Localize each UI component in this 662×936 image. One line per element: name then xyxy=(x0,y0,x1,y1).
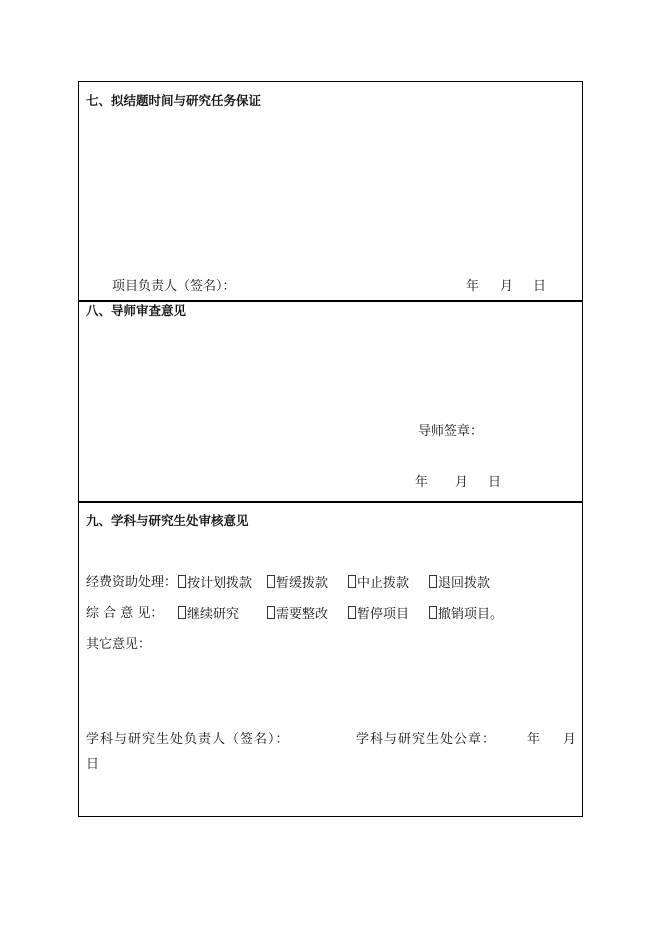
option-label: 需要整改 xyxy=(276,607,329,622)
year-label: 年 xyxy=(527,732,541,747)
section-8-cell xyxy=(78,300,583,503)
section-8-heading: 八、导师审查意见 xyxy=(86,303,187,318)
section-7-heading: 七、拟结题时间与研究任务保证 xyxy=(86,93,262,108)
year-label: 年 xyxy=(415,475,429,490)
option-label: 退回拨款 xyxy=(438,576,491,591)
month-label: 月 xyxy=(563,732,577,747)
year-label: 年 xyxy=(466,279,480,294)
month-label: 月 xyxy=(455,475,469,490)
checkbox-icon[interactable] xyxy=(429,575,437,588)
section-7-cell xyxy=(78,81,583,302)
day-label: 日 xyxy=(86,757,100,772)
office-head-signature-label: 学科与研究生处负责人（签名）： xyxy=(86,732,290,747)
overall-option-checkbox[interactable] xyxy=(178,606,239,623)
checkbox-icon[interactable] xyxy=(267,606,275,619)
advisor-seal-label: 导师签章： xyxy=(418,424,484,439)
funding-option-checkbox[interactable] xyxy=(429,575,490,592)
overall-option-checkbox[interactable] xyxy=(267,606,328,623)
day-label: 日 xyxy=(533,279,547,294)
funding-option-checkbox[interactable] xyxy=(348,575,409,592)
other-opinion-label: 其它意见： xyxy=(86,637,152,652)
checkbox-icon[interactable] xyxy=(348,575,356,588)
project-lead-signature-label: 项目负责人（签名）： xyxy=(112,279,236,294)
option-label: 继续研究 xyxy=(187,607,240,622)
option-label: 按计划拨款 xyxy=(187,576,253,591)
funding-label: 经费资助处理： xyxy=(86,575,178,590)
option-label: 撤销项目。 xyxy=(438,607,504,622)
checkbox-icon[interactable] xyxy=(178,575,186,588)
office-seal-label: 学科与研究生处公章： xyxy=(356,732,497,747)
option-label: 暂缓拨款 xyxy=(276,576,329,591)
overall-option-checkbox[interactable] xyxy=(348,606,409,623)
month-label: 月 xyxy=(500,279,514,294)
section-9-heading: 九、学科与研究生处审核意见 xyxy=(86,513,249,528)
overall-opinion-label: 综 合 意 见： xyxy=(86,606,164,621)
overall-option-checkbox[interactable] xyxy=(429,606,503,623)
funding-option-checkbox[interactable] xyxy=(267,575,328,592)
checkbox-icon[interactable] xyxy=(348,606,356,619)
day-label: 日 xyxy=(488,475,502,490)
section-9-cell xyxy=(78,501,583,817)
checkbox-icon[interactable] xyxy=(429,606,437,619)
checkbox-icon[interactable] xyxy=(267,575,275,588)
checkbox-icon[interactable] xyxy=(178,606,186,619)
option-label: 暂停项目 xyxy=(357,607,410,622)
funding-option-checkbox[interactable] xyxy=(178,575,252,592)
option-label: 中止拨款 xyxy=(357,576,410,591)
